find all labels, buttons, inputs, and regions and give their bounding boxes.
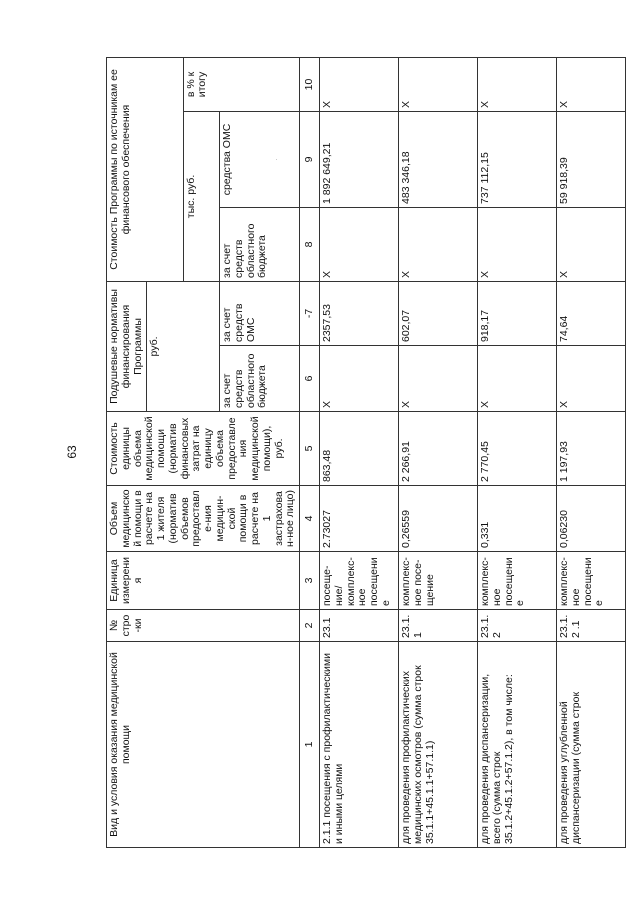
column-number: 2: [300, 610, 320, 642]
row-unit-cost: 1 197,93: [557, 412, 626, 486]
header-percapita-budget: за счет средств областного бюджета: [220, 346, 300, 412]
row-unit-cost: 2 770,45: [478, 412, 557, 486]
program-cost-table: [106, 57, 626, 848]
row-volume: 0,06230: [557, 486, 626, 552]
column-number: 5: [300, 412, 320, 486]
row-percent: X: [320, 57, 399, 111]
column-number: -7: [300, 281, 320, 345]
row-line-number: 23.1: [320, 610, 399, 642]
row-cost-budget: X: [320, 207, 399, 281]
row-cost-oms: 483 346,18: [399, 111, 478, 207]
row-percapita-oms: 602,07: [399, 281, 478, 345]
header-percapita-unit: руб.: [147, 281, 220, 411]
row-percent: X: [557, 57, 626, 111]
row-unit: посеще-ние/ комплекс-ное посещение: [320, 552, 399, 610]
column-number: 9: [300, 111, 320, 207]
row-percent: X: [478, 57, 557, 111]
row-percapita-budget: X: [399, 346, 478, 412]
header-cost-oms: [220, 111, 300, 207]
row-percapita-oms: 918,17: [478, 281, 557, 345]
column-number: 3: [300, 552, 320, 610]
row-service-name: 2.1.1 посещения с профилактическими и иными целями: [320, 642, 399, 848]
row-cost-budget: X: [399, 207, 478, 281]
header-cost-unit: тыс. руб.: [183, 111, 219, 281]
header-service-type: Вид и условия оказания медицинской помощи: [107, 642, 300, 848]
row-percapita-budget: X: [320, 346, 399, 412]
row-cost-oms: 737 112,15: [478, 111, 557, 207]
row-cost-oms: 1 892 649,21: [320, 111, 399, 207]
table-row: [557, 57, 626, 847]
header-unit: Единица измерения: [107, 552, 300, 610]
table-row: [399, 57, 478, 847]
row-percapita-oms: 74,64: [557, 281, 626, 345]
row-service-name: для проведения профилактических медицинских осмотров (сумма строк 35.1.1+45.1.1+57.1.1): [399, 642, 478, 848]
row-cost-budget: X: [478, 207, 557, 281]
header-cost-percent: в % к итогу: [183, 57, 299, 111]
row-percapita-budget: X: [478, 346, 557, 412]
column-number-row: [300, 57, 320, 847]
rotated-table-content: [106, 58, 606, 848]
row-volume: 0,26559: [399, 486, 478, 552]
header-percapita-oms: за счет средств ОМС: [220, 281, 300, 345]
header-line-number: № стро-ки: [107, 610, 300, 642]
row-cost-budget: X: [557, 207, 626, 281]
row-line-number: 23.1. 1: [399, 610, 478, 642]
row-percapita-budget: X: [557, 346, 626, 412]
column-number: 8: [300, 207, 320, 281]
row-unit: комплекс-ное посещение: [478, 552, 557, 610]
header-cost-group: Стоимость Программы по источникам ее финансового обеспечения: [107, 57, 184, 281]
row-service-name: для проведения диспансеризации, всего (сумма строк 35.1.2+45.1.2+57.1.2), в том числе:: [478, 642, 557, 848]
row-percapita-oms: 2357,53: [320, 281, 399, 345]
row-unit: комплекс-ное посе-щение: [399, 552, 478, 610]
row-volume: 0,331: [478, 486, 557, 552]
table-row: [320, 57, 399, 847]
header-dot-mark: .: [269, 158, 279, 161]
table-row: [478, 57, 557, 847]
row-line-number: 23.1.2 .1: [557, 610, 626, 642]
header-percapita-group: Подушевые нормативы финансирования Программы: [107, 281, 147, 411]
column-number: 1: [300, 642, 320, 848]
row-unit-cost: 2 266,91: [399, 412, 478, 486]
row-line-number: 23.1. 2: [478, 610, 557, 642]
header-row-1: [107, 57, 147, 847]
row-volume: 2.73027: [320, 486, 399, 552]
column-number: 4: [300, 486, 320, 552]
row-cost-oms: 59 918,39: [557, 111, 626, 207]
row-unit: комплекс-ное посещение: [557, 552, 626, 610]
row-percent: X: [399, 57, 478, 111]
header-cost-oms-label: средства ОМС: [221, 123, 233, 196]
column-number: 10: [300, 57, 320, 111]
row-service-name: для проведения углубленной диспансеризации (сумма строк: [557, 642, 626, 848]
page-number: 63: [65, 445, 79, 459]
header-cost-budget: за счет средств областного бюджета: [220, 207, 300, 281]
header-volume: Объем медицинской помощи в расчете на 1 жителя (норматив объемов предоставле-ния медицин-ской помощи в расчете на 1 застрахован-ное лицо): [107, 486, 300, 552]
column-number: 6: [300, 346, 320, 412]
header-unit-cost: Стоимость единицы объема медицинской помощи (норматив финансовых затрат на единицу объема предоставления медицинской помощи), руб.: [107, 412, 300, 486]
row-unit-cost: 863,48: [320, 412, 399, 486]
rotated-table-container: [106, 58, 606, 848]
